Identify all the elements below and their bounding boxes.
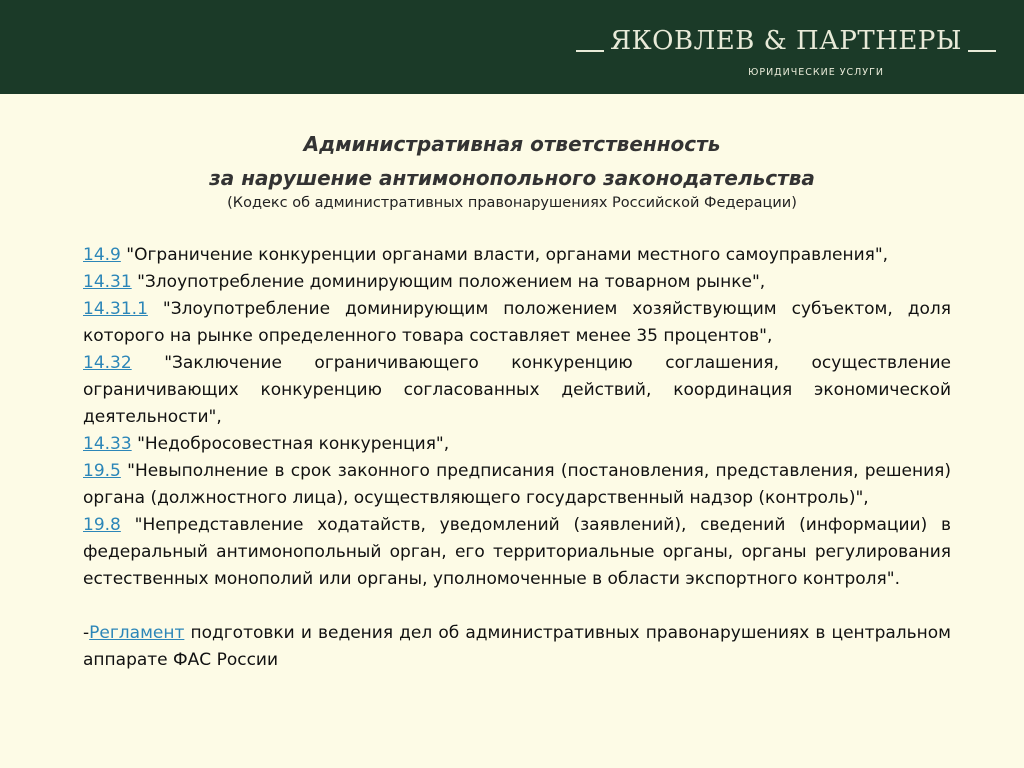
article-item <box>83 431 951 458</box>
regulation-prefix: - <box>83 623 90 643</box>
article-item <box>83 269 951 296</box>
article-text: "Невыполнение в срок законного предписания (постановления, представления, решения) органа (должностного лица), осуществляющего государственный надзор (контроль)", <box>83 461 952 508</box>
article-text: "Злоупотребление доминирующим положением на товарном рынке", <box>137 272 766 292</box>
article-text: "Ограничение конкуренции органами власти, органами местного самоуправления", <box>126 245 889 265</box>
brand-logo <box>570 26 1002 56</box>
spacer <box>83 593 951 620</box>
header-bar <box>0 0 1024 94</box>
article-text: "Непредставление ходатайств, уведомлений (заявлений), сведений (информации) в федеральный антимонопольный орган, его территориальные органы, органы регулирования естественных монополий или органы, уполномоченные в области экспортного контроля". <box>83 515 951 589</box>
brand-name: ЯКОВЛЕВ & ПАРТНЕРЫ <box>610 26 962 56</box>
article-text: "Злоупотребление доминирующим положением хозяйствующим субъектом, доля которого на рынке определенного товара составляет менее 35 процентов", <box>83 299 952 346</box>
page-title-line2: за нарушение антимонопольного законодательства <box>209 166 815 190</box>
regulation-text: подготовки и ведения дел об административных правонарушениях в центральном аппарате ФАС России <box>83 623 951 670</box>
article-item <box>83 242 951 269</box>
article-text: "Недобросовестная конкуренция", <box>137 434 450 454</box>
article-item <box>83 350 951 431</box>
article-item <box>83 458 951 512</box>
article-text: "Заключение ограничивающего конкуренцию соглашения, осуществление ограничивающих конкуренцию согласованных действий, координация экономической деятельности", <box>83 353 952 427</box>
brand-rule-left <box>576 50 604 52</box>
article-item <box>83 512 951 593</box>
article-link-19-5[interactable]: 19.5 <box>83 461 121 481</box>
regulation-link[interactable]: Регламент <box>89 623 185 643</box>
article-item <box>83 296 951 350</box>
article-link-14-31[interactable]: 14.31 <box>83 272 132 292</box>
page-title-line1: Административная ответственность <box>303 132 721 156</box>
articles-list <box>83 242 951 674</box>
article-link-14-32[interactable]: 14.32 <box>83 353 132 373</box>
regulation-item <box>83 620 951 674</box>
article-link-14-9[interactable]: 14.9 <box>83 245 121 265</box>
brand-rule-right <box>968 50 996 52</box>
article-link-19-8[interactable]: 19.8 <box>83 515 121 535</box>
article-link-14-31-1[interactable]: 14.31.1 <box>83 299 148 319</box>
article-link-14-33[interactable]: 14.33 <box>83 434 132 454</box>
brand-tagline: ЮРИДИЧЕСКИЕ УСЛУГИ <box>748 67 884 78</box>
page-subtitle: (Кодекс об административных правонарушениях Российской Федерации) <box>227 195 797 211</box>
